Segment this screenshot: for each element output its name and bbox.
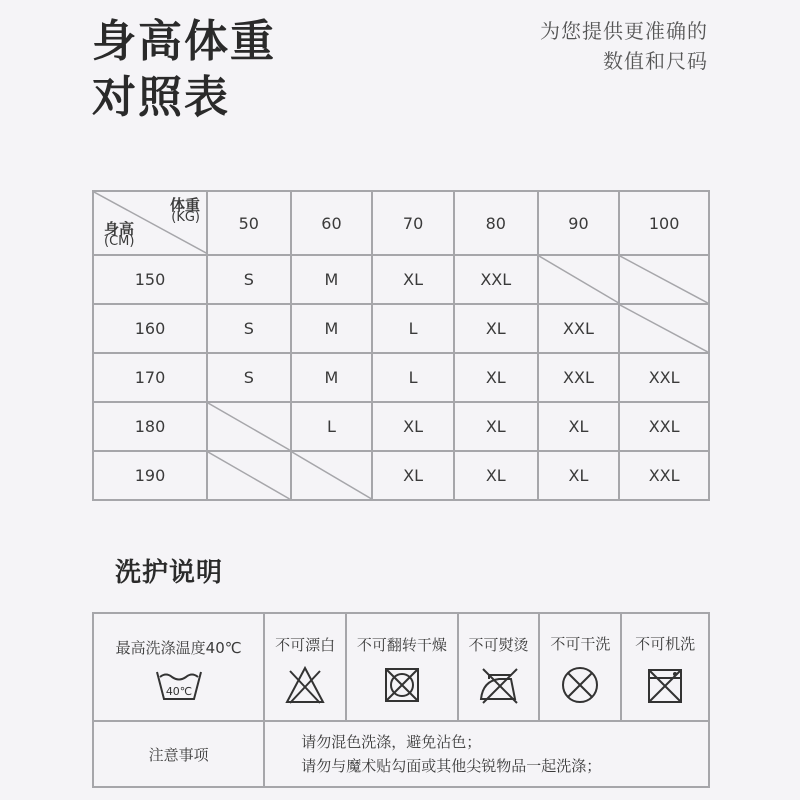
size-row [93, 255, 709, 304]
care-item-wash-40 [93, 613, 264, 721]
corner-cell [93, 191, 207, 255]
size-cell: XXL [619, 353, 709, 402]
diagonal-line [620, 256, 708, 303]
height-cell: 180 [93, 402, 207, 451]
diagonal-line [620, 305, 708, 352]
notes-content [264, 721, 709, 787]
subtitle-line-2: 数值和尺码 [603, 49, 708, 73]
size-cell: L [372, 304, 454, 353]
size-cell: XXL [538, 353, 620, 402]
page-title [92, 14, 276, 126]
size-cell: M [291, 304, 373, 353]
size-cell: XL [454, 451, 538, 500]
weight-header: 50 [207, 191, 291, 255]
care-item-no-machine-wash [621, 613, 709, 721]
empty-size-cell [207, 402, 291, 451]
size-cell: M [291, 353, 373, 402]
size-cell: XL [538, 451, 620, 500]
care-label: 不可翻转干燥 [356, 635, 447, 654]
no-tumble-dry-icon [382, 665, 422, 705]
care-label: 不可熨烫 [468, 635, 529, 654]
care-label: 不可漂白 [275, 635, 336, 654]
size-cell: S [207, 255, 291, 304]
care-table [92, 612, 710, 788]
size-cell: S [207, 353, 291, 402]
size-table-header-row [93, 191, 709, 255]
care-section-title: 洗护说明 [115, 558, 224, 588]
diagonal-line [208, 452, 290, 499]
height-cell: 170 [93, 353, 207, 402]
size-cell: XXL [538, 304, 620, 353]
care-notes-row [93, 721, 709, 787]
size-cell: L [372, 353, 454, 402]
size-cell: XXL [454, 255, 538, 304]
title-line-1: 身高体重 [92, 16, 276, 67]
empty-size-cell [619, 304, 709, 353]
size-row [93, 353, 709, 402]
weight-header: 80 [454, 191, 538, 255]
size-cell: XL [454, 353, 538, 402]
height-cell: 150 [93, 255, 207, 304]
care-label: 不可干洗 [550, 634, 611, 653]
care-label: 最高洗涤温度40℃ [115, 638, 242, 657]
care-item-no-iron [458, 613, 540, 721]
corner-weight-label: 体重 [169, 196, 200, 214]
height-cell: 190 [93, 451, 207, 500]
height-cell: 160 [93, 304, 207, 353]
corner-height-unit: (CM) [104, 234, 135, 249]
corner-weight-unit: (KG) [171, 210, 200, 225]
note-line: 请勿与魔术贴勾面或其他尖锐物品一起洗涤； [301, 757, 602, 775]
no-bleach-icon [284, 665, 326, 705]
wash-40-icon [154, 668, 204, 702]
size-cell: XL [372, 402, 454, 451]
size-cell: XL [538, 402, 620, 451]
size-cell: XL [372, 451, 454, 500]
size-cell: XL [372, 255, 454, 304]
weight-header: 70 [372, 191, 454, 255]
care-item-no-bleach [264, 613, 346, 721]
empty-size-cell [207, 451, 291, 500]
notes-label: 注意事项 [93, 721, 264, 787]
size-cell: XL [454, 304, 538, 353]
size-cell: S [207, 304, 291, 353]
subtitle-line-1: 为您提供更准确的 [540, 19, 708, 43]
corner-height-label: 身高 [104, 220, 135, 238]
size-cell: L [291, 402, 373, 451]
care-label: 不可机洗 [635, 634, 696, 653]
no-dry-clean-icon [559, 664, 601, 706]
weight-header: 90 [538, 191, 620, 255]
size-cell: M [291, 255, 373, 304]
empty-size-cell [291, 451, 373, 500]
care-icon-row [93, 613, 709, 721]
note-line: 请勿混色洗涤，避免沾色； [301, 733, 482, 751]
diagonal-line [292, 452, 372, 499]
page-subtitle [540, 16, 708, 76]
size-table [92, 190, 710, 501]
empty-size-cell [538, 255, 620, 304]
size-cell: XXL [619, 451, 709, 500]
no-iron-icon [477, 665, 521, 705]
care-item-no-tumble-dry [346, 613, 458, 721]
care-item-no-dry-clean [539, 613, 621, 721]
diagonal-line [208, 403, 290, 450]
title-line-2: 对照表 [92, 72, 230, 123]
size-row [93, 304, 709, 353]
empty-size-cell [619, 255, 709, 304]
diagonal-line [539, 256, 619, 303]
size-row [93, 451, 709, 500]
weight-header: 100 [619, 191, 709, 255]
wash-temperature-label: 40℃ [165, 684, 192, 698]
no-machine-wash-icon [645, 664, 685, 706]
size-cell: XL [454, 402, 538, 451]
weight-header: 60 [291, 191, 373, 255]
size-cell: XXL [619, 402, 709, 451]
size-row [93, 402, 709, 451]
